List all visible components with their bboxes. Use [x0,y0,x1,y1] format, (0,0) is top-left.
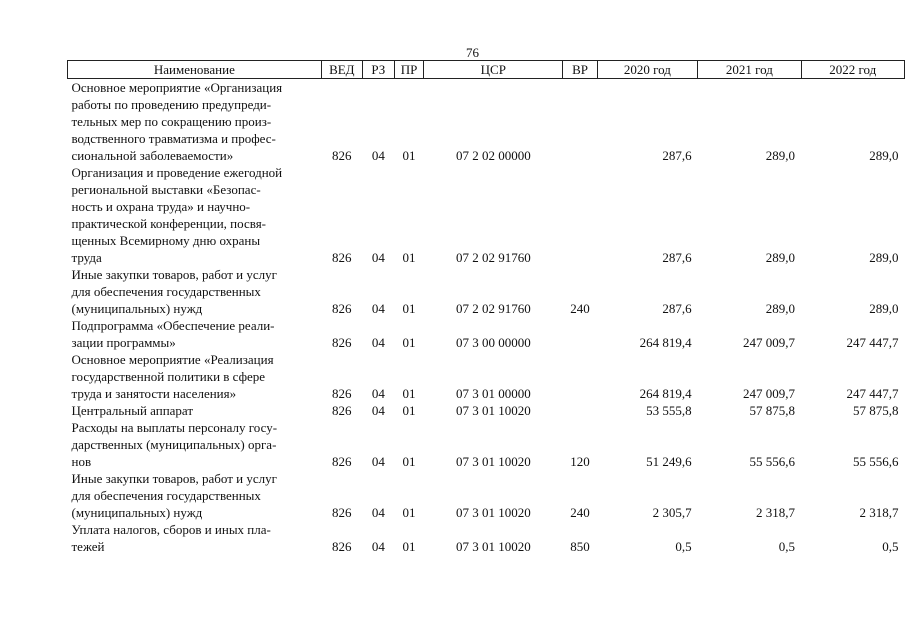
header-2021: 2021 год [698,61,801,79]
row-2021: 57 875,8 [749,403,796,418]
row-vr [563,317,597,351]
header-rz: РЗ [362,61,394,79]
row-csr: 07 3 01 10020 [455,505,531,520]
row-rz: 04 [371,335,385,350]
row-csr: 07 3 00 00000 [455,335,531,350]
row-csr: 07 3 01 10020 [455,454,531,469]
row-name: Подпрограмма «Обеспечение реали- зации программы» [71,318,275,350]
row-name: Центральный аппарат [71,403,194,418]
row-ved: 826 [332,403,352,418]
row-vr: 240 [570,301,590,316]
row-2021: 289,0 [765,301,796,316]
row-name: Расходы на выплаты персоналу госу- дарственных (муниципальных) орга- нов [71,420,278,469]
row-ved: 826 [332,250,352,265]
row-2022: 2 318,7 [859,505,899,520]
row-ved: 826 [332,386,352,401]
row-2020: 51 249,6 [646,454,692,469]
row-ved: 826 [332,301,352,316]
row-name: Организация и проведение ежегодной региональной выставки «Безопас- ность и охрана труда» и научно- практической конференции, посвя- щенных Всемирному дню охраны труда [71,165,283,265]
row-ved: 826 [332,454,352,469]
row-rz: 04 [371,250,385,265]
row-vr: 240 [570,505,590,520]
row-name: Иные закупки товаров, работ и услуг для обеспечения государственных (муниципальных) нужд [71,267,277,316]
row-csr: 07 2 02 00000 [455,148,531,163]
header-ved: ВЕД [321,61,362,79]
row-csr: 07 2 02 91760 [455,250,531,265]
header-csr: ЦСР [424,61,563,79]
table-row [68,317,905,351]
row-vr: 120 [570,454,590,469]
row-2022: 0,5 [882,539,899,554]
row-2021: 289,0 [765,250,796,265]
row-2021: 247 009,7 [743,386,796,401]
row-2021: 247 009,7 [743,335,796,350]
row-ved: 826 [332,505,352,520]
row-2021: 2 318,7 [756,505,796,520]
row-rz: 04 [371,386,385,401]
row-csr: 07 2 02 91760 [455,301,531,316]
row-pr: 01 [402,505,416,520]
row-rz: 04 [371,539,385,554]
row-rz: 04 [371,454,385,469]
row-pr: 01 [402,335,416,350]
header-2020: 2020 год [597,61,698,79]
row-2020: 264 819,4 [639,335,692,350]
row-2022: 289,0 [869,301,899,316]
row-csr: 07 3 01 00000 [455,386,531,401]
row-pr: 01 [402,250,416,265]
row-rz: 04 [371,148,385,163]
table-row [68,164,905,266]
budget-table [67,60,905,555]
table-row [68,521,905,555]
row-name: Иные закупки товаров, работ и услуг для обеспечения государственных (муниципальных) нужд [71,471,277,520]
header-vr: ВР [563,61,597,79]
table-row [68,266,905,317]
table-row [68,79,905,165]
row-2020: 53 555,8 [646,403,692,418]
row-pr: 01 [402,454,416,469]
row-rz: 04 [371,301,385,316]
row-name: Основное мероприятие «Организация работы по проведению предупреди- тельных мер по сокращению произ- водственного травматизма и профес- сиональной заболеваемости» [71,80,283,163]
row-2021: 0,5 [778,539,796,554]
row-2021: 55 556,6 [749,454,796,469]
row-2022: 55 556,6 [853,454,899,469]
row-2020: 287,6 [662,301,692,316]
row-vr [563,351,597,402]
row-pr: 01 [402,403,416,418]
row-pr: 01 [402,386,416,401]
row-2020: 264 819,4 [639,386,692,401]
row-2020: 0,5 [675,539,692,554]
row-vr: 850 [570,539,590,554]
row-2022: 247 447,7 [846,335,899,350]
row-2022: 57 875,8 [853,403,899,418]
row-vr [563,164,597,266]
row-rz: 04 [371,505,385,520]
row-2020: 287,6 [662,250,692,265]
table-header-row [68,61,905,79]
row-2022: 289,0 [869,148,899,163]
row-name: Уплата налогов, сборов и иных пла- тежей [71,522,271,554]
table-row [68,419,905,470]
row-2020: 2 305,7 [652,505,692,520]
table-row [68,402,905,419]
header-2022: 2022 год [801,61,904,79]
header-pr: ПР [394,61,423,79]
row-vr [563,402,597,419]
row-pr: 01 [402,301,416,316]
row-ved: 826 [332,335,352,350]
row-name: Основное мероприятие «Реализация государственной политики в сфере труда и занятости населения» [71,352,274,401]
row-vr [563,79,597,165]
page-number: 76 [466,45,479,60]
row-2021: 289,0 [765,148,796,163]
row-ved: 826 [332,148,352,163]
row-rz: 04 [371,403,385,418]
row-pr: 01 [402,148,416,163]
row-pr: 01 [402,539,416,554]
row-ved: 826 [332,539,352,554]
row-csr: 07 3 01 10020 [455,403,531,418]
row-2022: 247 447,7 [846,386,899,401]
header-name: Наименование [68,61,322,79]
table-row [68,470,905,521]
row-csr: 07 3 01 10020 [455,539,531,554]
row-2022: 289,0 [869,250,899,265]
row-2020: 287,6 [662,148,692,163]
table-row [68,351,905,402]
